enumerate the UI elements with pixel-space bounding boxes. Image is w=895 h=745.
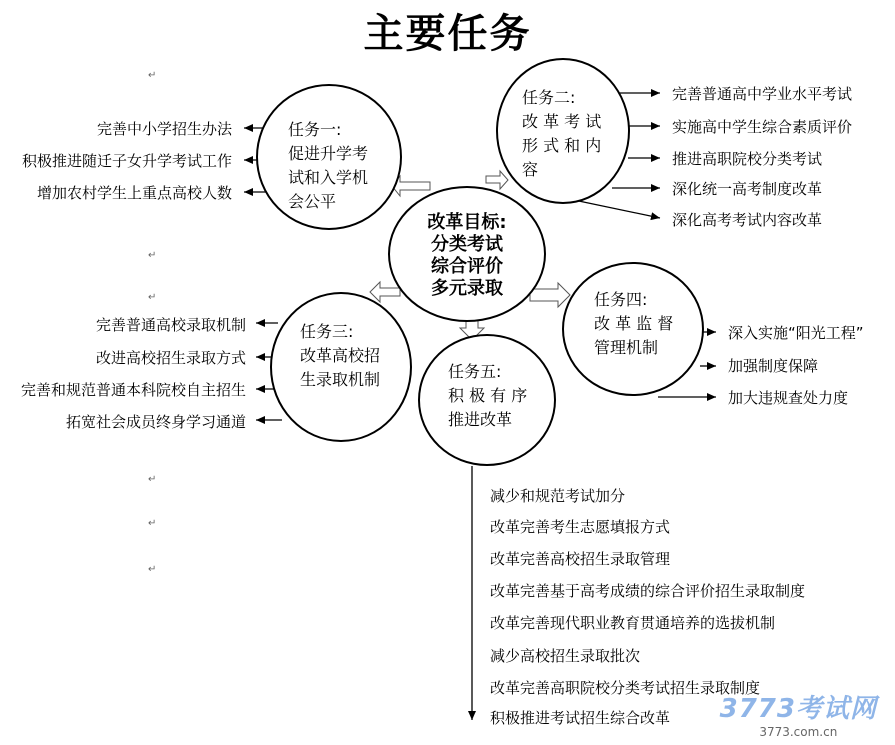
task2-item: 实施高中学生综合素质评价 <box>672 118 853 136</box>
task5-item: 改革完善高校招生录取管理 <box>490 550 671 568</box>
task2-item: 推进高职院校分类考试 <box>672 150 823 168</box>
paragraph-mark-icon: ↵ <box>148 292 157 303</box>
task4-label: 任务四: 改 革 监 督 管理机制 <box>594 290 674 357</box>
task4-item: 加强制度保障 <box>728 357 819 375</box>
paragraph-mark-icon: ↵ <box>148 564 157 575</box>
task3-item: 拓宽社会成员终身学习通道 <box>65 413 246 431</box>
paragraph-mark-icon: ↵ <box>148 474 157 485</box>
task3-item: 改进高校招生录取方式 <box>95 349 246 367</box>
task5-item: 改革完善高职院校分类考试招生录取制度 <box>490 679 761 697</box>
block-arrow-task2 <box>486 171 508 189</box>
watermark-logo: 3773考试网 <box>719 694 877 724</box>
task1-item: 积极推进随迁子女升学考试工作 <box>21 152 232 170</box>
task5-item: 改革完善考生志愿填报方式 <box>490 518 671 536</box>
task5-label: 任务五: 积 极 有 序 推进改革 <box>448 362 528 429</box>
task1-item: 增加农村学生上重点高校人数 <box>36 184 232 202</box>
task5-item: 减少和规范考试加分 <box>490 487 626 505</box>
paragraph-mark-icon: ↵ <box>148 250 157 261</box>
task5-item: 改革完善基于高考成绩的综合评价招生录取制度 <box>490 582 806 600</box>
paragraph-mark-icon: ↵ <box>148 70 157 81</box>
task2-item: 深化统一高考制度改革 <box>672 180 823 198</box>
task5-item: 减少高校招生录取批次 <box>490 647 641 665</box>
task1-item: 完善中小学招生办法 <box>96 120 232 138</box>
center-goal-label: 改革目标: 分类考试 综合评价 多元录取 <box>427 212 507 299</box>
page-title: 主要任务 <box>363 11 532 57</box>
task2-arrow-5 <box>574 200 660 218</box>
watermark-url: 3773.com.cn <box>759 725 838 739</box>
task4-item: 深入实施“阳光工程” <box>728 324 864 342</box>
block-arrow-task3 <box>370 282 400 302</box>
paragraph-mark-icon: ↵ <box>148 518 157 529</box>
task3-label: 任务三: 改革高校招 生录取机制 <box>300 322 381 389</box>
task5-item: 积极推进考试招生综合改革 <box>490 709 671 727</box>
task2-item: 完善普通高中学业水平考试 <box>672 85 853 103</box>
task2-item: 深化高考考试内容改革 <box>672 211 823 229</box>
task4-item: 加大违规查处力度 <box>728 389 849 407</box>
task3-item: 完善和规范普通本科院校自主招生 <box>20 381 246 399</box>
site-watermark <box>720 688 877 739</box>
task5-item: 改革完善现代职业教育贯通培养的选拔机制 <box>490 614 776 632</box>
task2-label: 任务二: 改 革 考 试 形 式 和 内 容 <box>522 88 602 179</box>
task1-label: 任务一: 促进升学考 试和入学机 会公平 <box>288 120 369 211</box>
task3-item: 完善普通高校录取机制 <box>95 316 246 334</box>
